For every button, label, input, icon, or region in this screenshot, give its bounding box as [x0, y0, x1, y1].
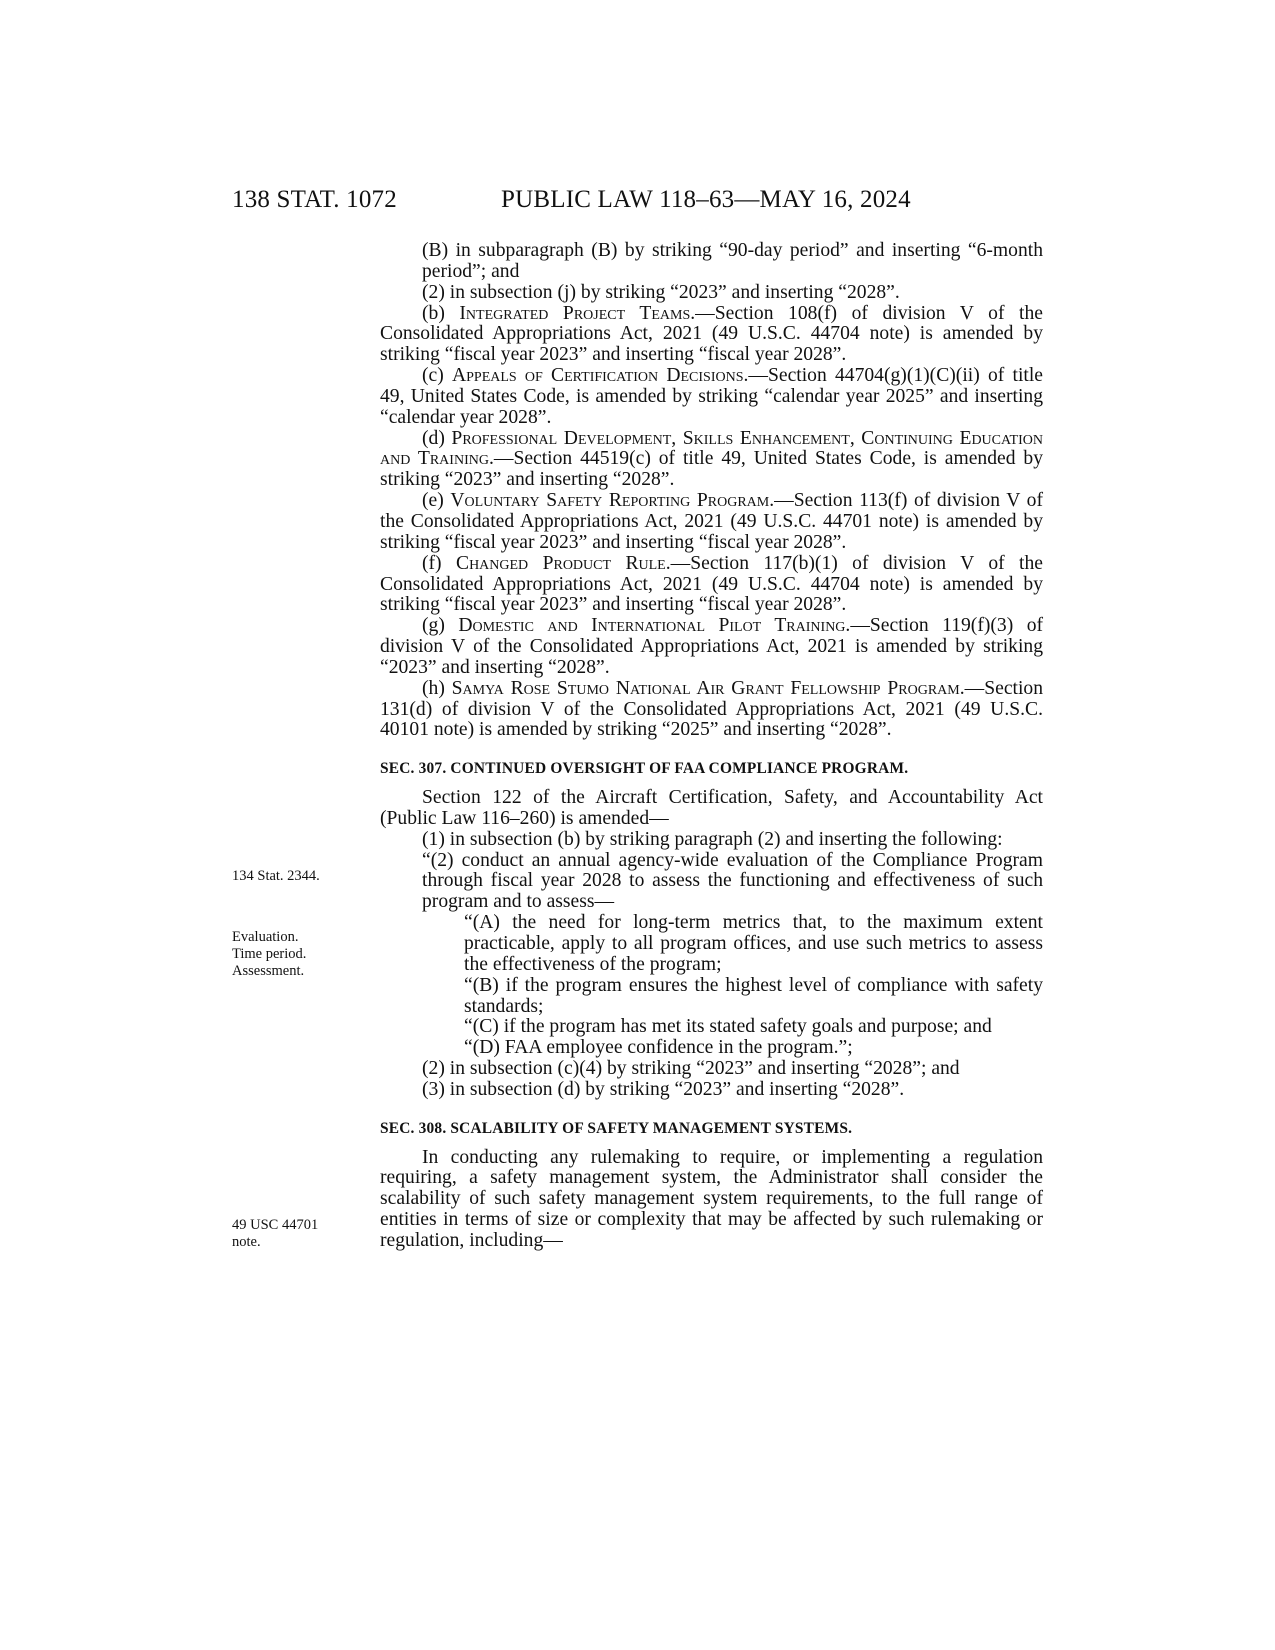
paragraph-c-lead: (c) — [422, 365, 452, 387]
paragraph-h-lead: (h) — [422, 677, 452, 699]
page-stat-reference: 138 STAT. 1072 — [232, 186, 397, 213]
paragraph-f-text: .—Section 117(b)(1) of division V of the Consolidated Appropriations Act, 2021 (49 U.S.C. 44704 note) is amended by striking “fiscal year 2023” and inserting “fiscal year 2028”. — [380, 552, 1043, 616]
paragraph-f-changed-product-rule — [380, 554, 1043, 617]
paragraph-g-pilot-training — [380, 616, 1043, 679]
section-308-heading: SEC. 308. SCALABILITY OF SAFETY MANAGEMENT SYSTEMS. — [380, 1119, 853, 1137]
paragraph-e-lead: (e) — [422, 490, 451, 512]
paragraph-d-lead: (d) — [422, 427, 452, 449]
section-307-intro: Section 122 of the Aircraft Certification, Safety, and Accountability Act (Public Law 116–260) is amended— — [380, 787, 1043, 829]
paragraph-subsection-j: (2) in subsection (j) by striking “2023” and inserting “2028”. — [422, 281, 900, 303]
margin-note-evaluation-line: Evaluation. — [232, 929, 299, 945]
margin-note-usc-note-line: note. — [232, 1234, 261, 1250]
paragraph-h-fellowship-program — [380, 679, 1043, 742]
paragraph-h-text: .—Section 131(d) of division V of the Consolidated Appropriations Act, 2021 (49 U.S.C. 40101 note) is amended by striking “2025” and inserting “2028”. — [380, 677, 1043, 741]
section-307-quoted-a: “(A) the need for long-term metrics that, to the maximum extent practicable, apply to all program offices, and use such metrics to assess the effectiveness of the program; — [464, 912, 1043, 975]
margin-note-assessment-line: Assessment. — [232, 963, 305, 979]
paragraph-e-voluntary-safety-reporting — [380, 491, 1043, 554]
paragraph-f-caption: Changed Product Rule — [456, 552, 666, 574]
paragraph-g-lead: (g) — [422, 615, 459, 637]
paragraph-h-caption: Samya Rose Stumo National Air Grant Fellowship Program — [451, 677, 960, 699]
section-307-quoted-d: “(D) FAA employee confidence in the program.”; — [464, 1037, 853, 1059]
section-307-quoted-paragraph-2: “(2) conduct an annual agency-wide evaluation of the Compliance Program through fiscal year 2028 to assess the functioning and effectiveness of such program and to assess— — [422, 849, 1043, 913]
margin-note-stat — [232, 868, 362, 885]
section-307-item-3: (3) in subsection (d) by striking “2023” and inserting “2028”. — [422, 1078, 905, 1100]
paragraph-e-caption: Voluntary Safety Reporting Program — [450, 490, 770, 512]
section-307-heading: SEC. 307. CONTINUED OVERSIGHT OF FAA COMPLIANCE PROGRAM. — [380, 760, 909, 778]
paragraph-b-caption: Integrated Project Teams — [459, 302, 691, 324]
paragraph-b-text: .—Section 108(f) of division V of the Consolidated Appropriations Act, 2021 (49 U.S.C. 44704 note) is amended by striking “fiscal year 2023” and inserting “fiscal year 2028”. — [380, 302, 1043, 366]
section-307-quoted-c: “(C) if the program has met its stated safety goals and purpose; and — [464, 1016, 992, 1038]
margin-note-usc-line: 49 USC 44701 — [232, 1217, 319, 1233]
page-title: PUBLIC LAW 118–63—MAY 16, 2024 — [501, 186, 911, 213]
paragraph-c-appeals — [380, 366, 1043, 429]
margin-note-evaluation — [232, 929, 362, 980]
paragraph-b-integrated-project-teams — [380, 304, 1043, 367]
section-307-item-2: (2) in subsection (c)(4) by striking “2023” and inserting “2028”; and — [422, 1058, 960, 1080]
paragraph-subparagraph-b: (B) in subparagraph (B) by striking “90-day period” and inserting “6-month period”; and — [422, 240, 1043, 282]
paragraph-d-text: .—Section 44519(c) of title 49, United States Code, is amended by striking “2023” and inserting “2028”. — [380, 448, 1043, 491]
section-307-quoted-b: “(B) if the program ensures the highest level of compliance with safety standards; — [464, 974, 1043, 1017]
margin-note-usc — [232, 1217, 362, 1251]
paragraph-e-text: .—Section 113(f) of division V of the Consolidated Appropriations Act, 2021 (49 U.S.C. 44701 note) is amended by striking “fiscal year 2023” and inserting “fiscal year 2028”. — [380, 490, 1043, 553]
document-body — [380, 241, 1043, 1252]
margin-note-time-period-line: Time period. — [232, 946, 307, 962]
paragraph-g-text: .—Section 119(f)(3) of division V of the Consolidated Appropriations Act, 2021 is amended by striking “2023” and inserting “2028”. — [380, 615, 1044, 678]
paragraph-d-professional-development — [380, 429, 1043, 492]
paragraph-f-lead: (f) — [422, 552, 456, 574]
margin-note-stat-text: 134 Stat. 2344. — [232, 868, 320, 884]
paragraph-b-lead: (b) — [422, 302, 460, 324]
paragraph-c-text: .—Section 44704(g)(1)(C)(ii) of title 49, United States Code, is amended by striking “calendar year 2025” and inserting “calendar year 2028”. — [380, 365, 1043, 428]
section-308-body: In conducting any rulemaking to require, or implementing a regulation requiring, a safety management system, the Administrator shall consider the scalability of such safety management system requirements, to the full range of entities in terms of size or complexity that may be affected by such rulemaking or regulation, including— — [380, 1146, 1043, 1251]
paragraph-c-caption: Appeals of Certification Decisions — [451, 365, 744, 387]
section-307-item-1: (1) in subsection (b) by striking paragraph (2) and inserting the following: — [422, 828, 1003, 850]
paragraph-g-caption: Domestic and International Pilot Training — [458, 615, 846, 637]
paragraph-d-caption: Professional Development, Skills Enhancement, Continuing Education and Training — [380, 427, 1043, 470]
